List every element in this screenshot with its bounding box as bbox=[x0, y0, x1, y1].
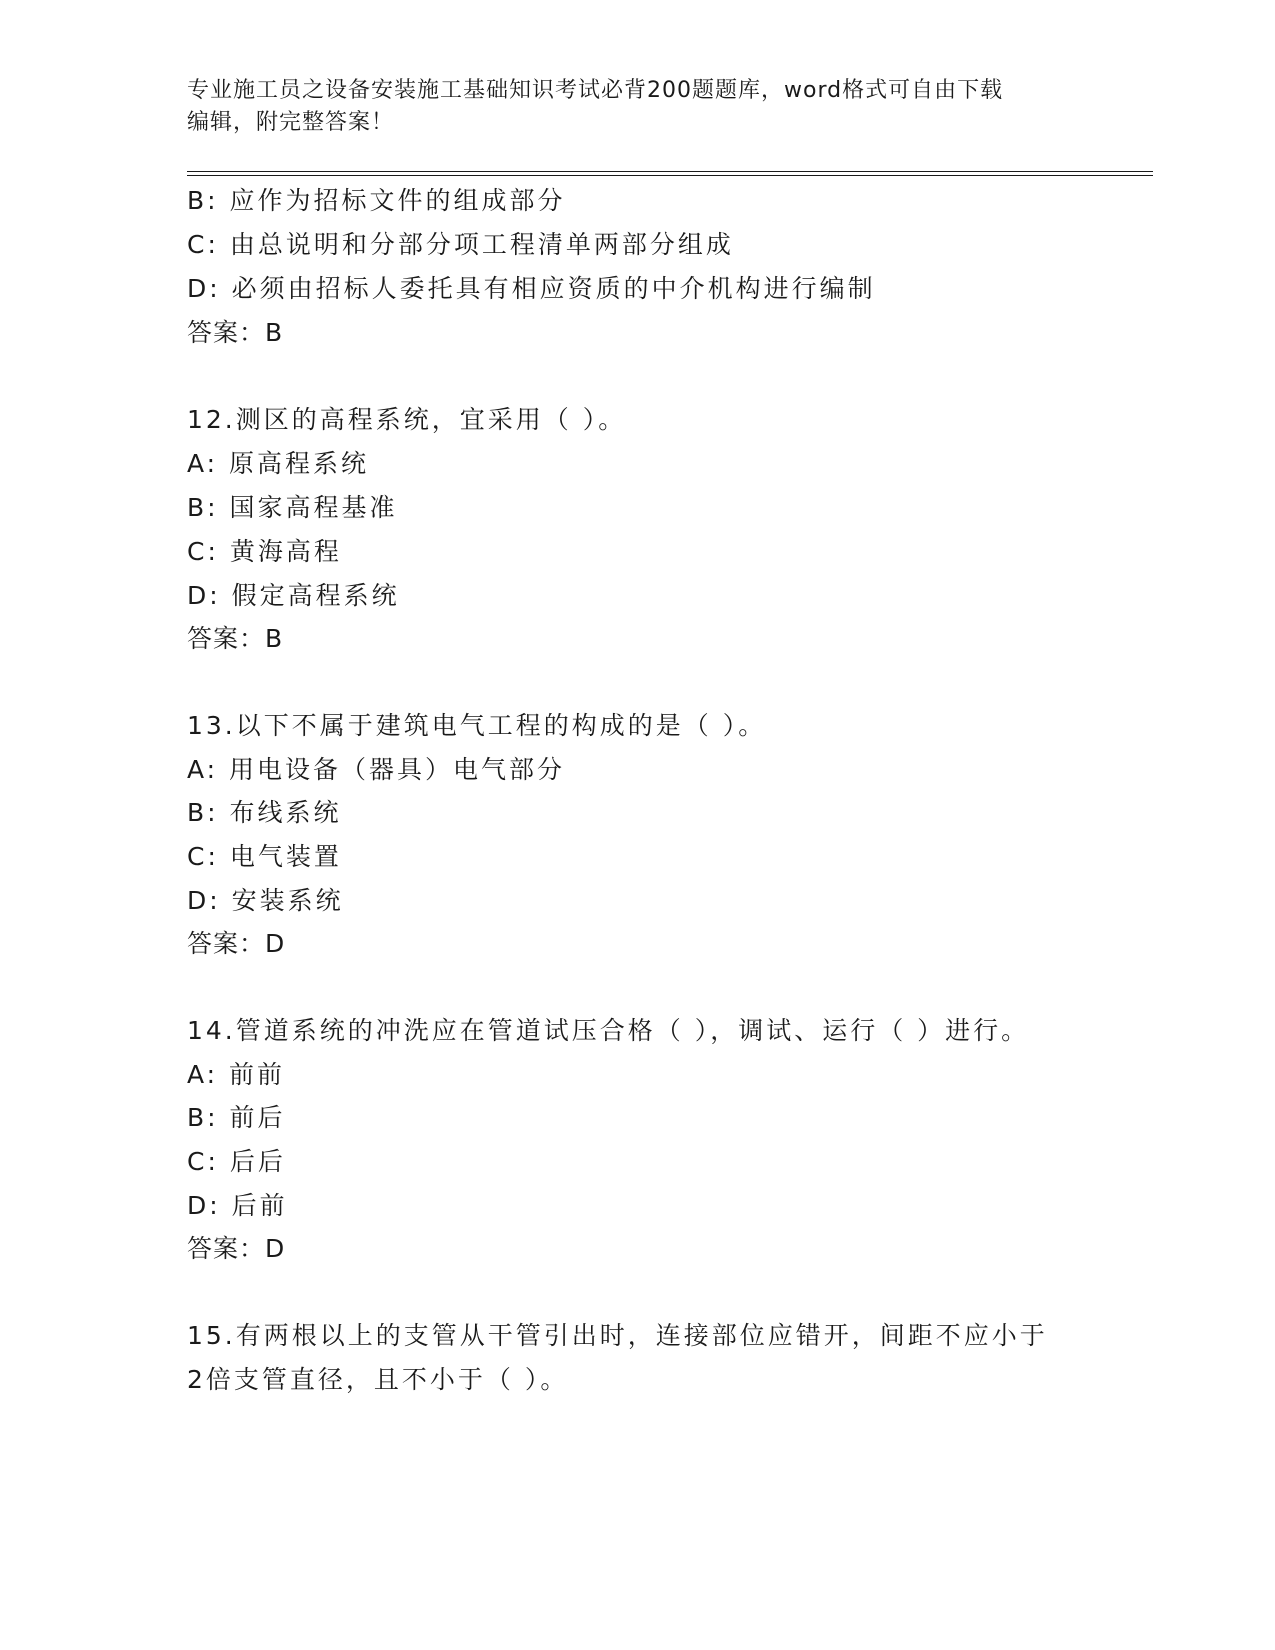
q11-option-d: D: 必须由招标人委托具有相应资质的中介机构进行编制 bbox=[187, 274, 876, 303]
q14-option-b: B: 前后 bbox=[187, 1103, 286, 1132]
q14-option-a: A: 前前 bbox=[187, 1060, 286, 1089]
q13-option-b: B: 布线系统 bbox=[187, 798, 342, 827]
q13-option-c: C: 电气装置 bbox=[187, 842, 342, 871]
q15-stem-line-1: 15.有两根以上的支管从干管引出时，连接部位应错开，间距不应小于 bbox=[187, 1321, 1048, 1350]
header-title-line-2: 编辑，附完整答案！ bbox=[187, 110, 395, 135]
q14-stem: 14.管道系统的冲洗应在管道试压合格（ ），调试、运行（ ）进行。 bbox=[187, 1016, 1030, 1045]
q14-answer: 答案：D bbox=[187, 1234, 286, 1263]
q11-answer: 答案：B bbox=[187, 318, 284, 347]
q12-option-d: D: 假定高程系统 bbox=[187, 581, 400, 610]
q13-stem: 13.以下不属于建筑电气工程的构成的是（ ）。 bbox=[187, 711, 767, 740]
q12-answer: 答案：B bbox=[187, 624, 284, 653]
q11-option-c: C: 由总说明和分部分项工程清单两部分组成 bbox=[187, 230, 734, 259]
q12-option-b: B: 国家高程基准 bbox=[187, 493, 398, 522]
q14-option-c: C: 后后 bbox=[187, 1147, 286, 1176]
q15-stem-line-2: 2倍支管直径，且不小于（ ）。 bbox=[187, 1365, 569, 1394]
q12-option-a: A: 原高程系统 bbox=[187, 449, 370, 478]
q12-stem: 12.测区的高程系统，宜采用（ ）。 bbox=[187, 405, 627, 434]
q13-answer: 答案：D bbox=[187, 929, 286, 958]
header-title-line-1: 专业施工员之设备安装施工基础知识考试必背200题题库，word格式可自由下载 bbox=[187, 78, 1004, 103]
header-rule-top bbox=[187, 171, 1153, 172]
q13-option-a: A: 用电设备（器具）电气部分 bbox=[187, 755, 566, 784]
q14-option-d: D: 后前 bbox=[187, 1191, 288, 1220]
q11-option-b: B: 应作为招标文件的组成部分 bbox=[187, 186, 566, 215]
q12-option-c: C: 黄海高程 bbox=[187, 537, 342, 566]
q13-option-d: D: 安装系统 bbox=[187, 886, 344, 915]
document-header bbox=[187, 75, 1087, 139]
header-rule-bottom bbox=[187, 175, 1153, 176]
